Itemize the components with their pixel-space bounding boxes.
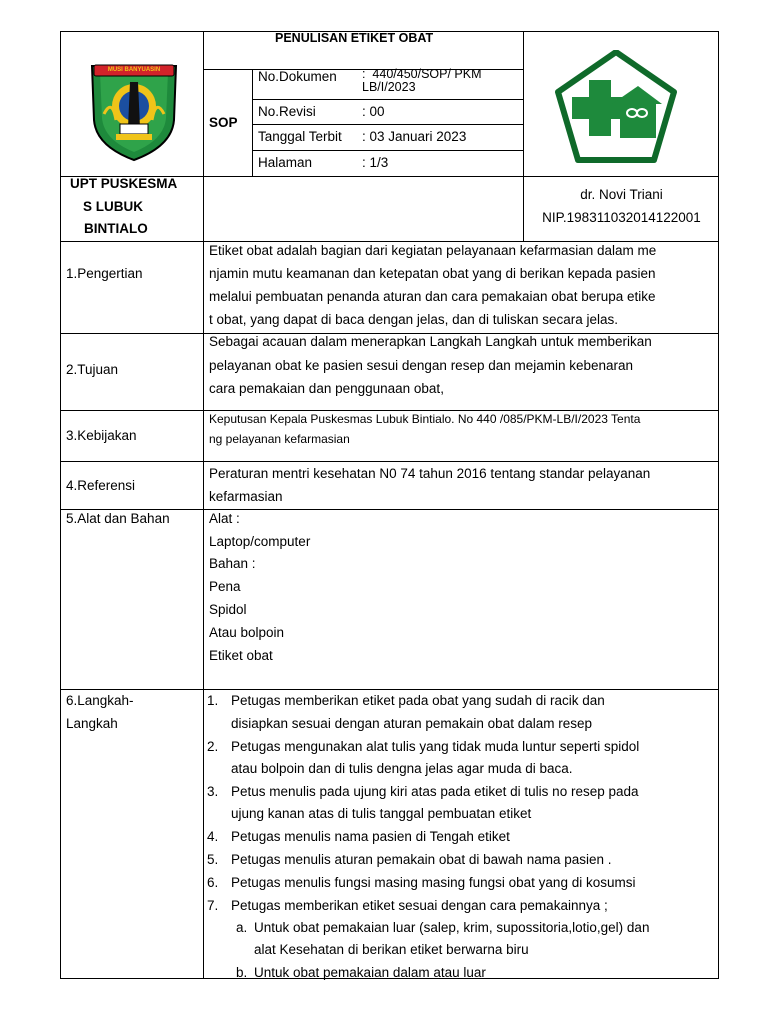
step-number: 6. [207,875,219,890]
field-value-no-dokumen: : 440/450/SOP/ PKM LB/I/2023 [362,67,482,94]
signer-nip: NIP.198311032014122001 [542,210,701,225]
pengertian-line: njamin mutu keamanan dan ketepatan obat yang di berikan kepada pasien [209,266,656,281]
referensi-line: Peraturan mentri kesehatan N0 74 tahun 2016 tentang standar pelayanan [209,466,651,481]
field-label-no-dokumen: No.Dokumen [258,69,337,84]
step-number: 4. [207,829,219,844]
field-label-halaman: Halaman [258,155,313,170]
substep-line: alat Kesehatan di berikan etiket berwarna biru [254,942,529,957]
sop-label: SOP [209,115,238,130]
section-label-referensi: 4.Referensi [66,478,136,493]
kebijakan-line: ng pelayanan kefarmasian [209,432,350,446]
step-number: 5. [207,852,219,867]
org-name-line3: BINTIALO [84,221,148,236]
section-label-tujuan: 2.Tujuan [66,362,119,377]
substep-line: Untuk obat pemakaian dalam atau luar [254,965,486,980]
alat-line: Pena [209,579,241,594]
tujuan-line: pelayanan obat ke pasien sesui dengan resep dan mejamin kebenaran [209,358,634,373]
org-name-line1: UPT PUSKESMA [70,176,178,191]
section-label-kebijakan: 3.Kebijakan [66,428,137,443]
pengertian-line: Etiket obat adalah bagian dari kegiatan pelayanaan kefarmasian dalam me [209,243,657,258]
substep-letter: a. [236,920,248,935]
step-number: 7. [207,898,219,913]
alat-line: Laptop/computer [209,534,311,549]
alat-line: Alat : [209,511,240,526]
field-value-no-revisi: : 00 [362,104,385,119]
alat-line: Atau bolpoin [209,625,285,640]
kebijakan-line: Keputusan Kepala Puskesmas Lubuk Bintialo. No 440 /085/PKM-LB/I/2023 Tenta [209,412,641,426]
pengertian-line: t obat, yang dapat di baca dengan jelas, dan di tuliskan secara jelas. [209,312,619,327]
step-line: Petugas memberikan etiket sesuai dengan cara pemakainnya ; [231,898,608,913]
pengertian-line: melalui pembuatan penanda aturan dan cara pemakaian obat berupa etike [209,289,656,304]
step-line: Petugas mengunakan alat tulis yang tidak muda luntur seperti spidol [231,739,640,754]
step-number: 1. [207,693,219,708]
substep-line: Untuk obat pemakaian luar (salep, krim, supossitoria,lotio,gel) dan [254,920,650,935]
substep-letter: b. [236,965,248,980]
signer-name: dr. Novi Triani [580,187,663,202]
step-line: Petus menulis pada ujung kiri atas pada etiket di tulis no resep pada [231,784,639,799]
step-line: ujung kanan atas di tulis tanggal pembuatan etiket [231,806,532,821]
puskesmas-logo [554,50,678,164]
step-line: disiapkan sesuai dengan aturan pemakain obat dalam resep [231,716,592,731]
section-label-alat-bahan: 5.Alat dan Bahan [66,511,170,526]
field-label-no-revisi: No.Revisi [258,104,316,119]
left-logo-banner-text: MUSI BANYUASIN [107,67,161,73]
step-line: Petugas menulis fungsi masing masing fungsi obat yang di kosumsi [231,875,636,890]
alat-line: Etiket obat [209,648,273,663]
step-line: Petugas memberikan etiket pada obat yang sudah di racik dan [231,693,605,708]
tujuan-line: cara pemakaian dan penggunaan obat, [209,381,444,396]
section-label-langkah-2: Langkah [66,716,118,731]
section-label-pengertian: 1.Pengertian [66,266,143,281]
section-label-langkah: 6.Langkah- [66,693,134,708]
regional-emblem-logo [86,58,182,162]
tujuan-line: Sebagai acauan dalam menerapkan Langkah Langkah untuk memberikan [209,334,652,349]
field-label-tanggal-terbit: Tanggal Terbit [258,129,342,144]
step-line: Petugas menulis aturan pemakain obat di bawah nama pasien . [231,852,612,867]
referensi-line: kefarmasian [209,489,283,504]
alat-line: Bahan : [209,556,256,571]
step-number: 2. [207,739,219,754]
step-number: 3. [207,784,219,799]
step-line: Petugas menulis nama pasien di Tengah etiket [231,829,510,844]
field-value-tanggal-terbit: : 03 Januari 2023 [362,129,467,144]
alat-line: Spidol [209,602,247,617]
field-value-halaman: : 1/3 [362,155,389,170]
org-name-line2: S LUBUK [83,199,143,214]
document-title: PENULISAN ETIKET OBAT [275,31,434,45]
step-line: atau bolpoin dan di tulis dengna jelas agar muda di baca. [231,761,573,776]
